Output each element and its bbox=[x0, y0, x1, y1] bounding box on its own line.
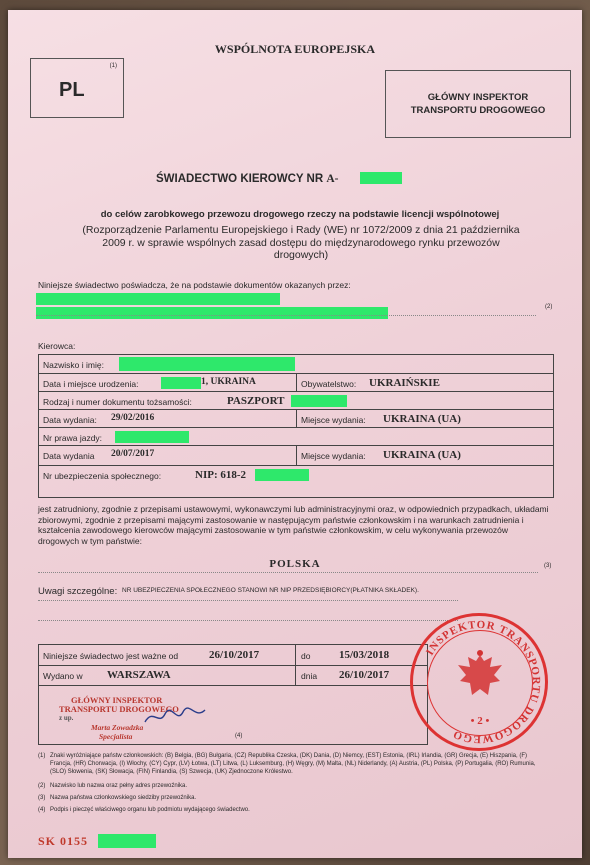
redacted-license-number bbox=[115, 431, 189, 443]
certifies-statement: Niniejsze świadectwo poświadcza, że na podstawie dokumentów okazanych przez: bbox=[38, 280, 351, 290]
table-divider bbox=[296, 373, 297, 391]
footnote-3 bbox=[38, 794, 538, 802]
insurance-label: Nr ubezpieczenia społecznego: bbox=[43, 471, 162, 481]
license-date-label: Data wydania bbox=[43, 451, 95, 461]
stamp-number: • 2 • bbox=[470, 715, 490, 727]
footnote-2 bbox=[38, 782, 538, 790]
driver-section-label: Kierowca: bbox=[38, 341, 76, 351]
redacted-serial-number bbox=[98, 834, 156, 848]
employment-country: POLSKA bbox=[269, 558, 321, 570]
employment-statement: jest zatrudniony, zgodnie z przepisami ustawowymi, wykonawczymi lub administracyjnymi oraz, w odpowiednich przypadkach, układami zbiorowymi, zgodnie z przepisami mającymi zastosowanie w następującym państwie członkowskim i na warunkach zatrudnienia i kształcenia zawodowego kierowców mającymi zastosowanie w tym państwie członkowskim, w celu wykonywania przewozów drogowych w tym państwie: bbox=[38, 504, 549, 546]
footnote-2-text: Nazwisko lub nazwa oraz pełny adres przewoźnika. bbox=[50, 783, 188, 789]
carrier-dotted-line bbox=[36, 315, 536, 316]
license-label: Nr prawa jazdy: bbox=[43, 433, 103, 443]
redacted-carrier-address bbox=[36, 307, 388, 319]
citizenship-label: Obywatelstwo: bbox=[301, 379, 357, 389]
footnote-1-mark: (1) bbox=[38, 753, 46, 759]
issuer-box bbox=[385, 70, 571, 138]
certificate-number-prefix: A- bbox=[326, 173, 339, 185]
issued-in-value: WARSZAWA bbox=[107, 669, 171, 681]
validity-table bbox=[38, 644, 428, 686]
stamp-ring-label: INSPEKTOR TRANSPORTU DROGOWEGO bbox=[423, 618, 543, 746]
driver-row-insurance bbox=[39, 465, 553, 496]
issued-in-label: Wydano w bbox=[43, 671, 83, 681]
footnote-3-text: Nazwa państwa członkowskiego siedziby przewoźnika. bbox=[50, 795, 197, 801]
serial-number: SK 0155 bbox=[38, 834, 89, 848]
certificate-title bbox=[156, 173, 339, 185]
remarks-dotted-line-2 bbox=[38, 620, 458, 621]
issued-date-label: dnia bbox=[301, 671, 318, 681]
insurance-value: NIP: 618-2 bbox=[195, 469, 247, 481]
license-date-value: 20/07/2017 bbox=[111, 449, 155, 459]
table-divider bbox=[296, 409, 297, 427]
id-doc-value: PASZPORT bbox=[227, 395, 285, 407]
validity-divider-col bbox=[295, 645, 296, 685]
name-label: Nazwisko i imię: bbox=[43, 360, 104, 370]
table-divider bbox=[296, 445, 297, 465]
signature-name: Marta Zowadzka bbox=[91, 723, 144, 732]
footnote-4 bbox=[38, 806, 538, 814]
signature-stamp-line-3: z up. bbox=[59, 714, 74, 722]
valid-from-label: Niniejsze świadectwo jest ważne od bbox=[43, 651, 179, 661]
footnote-1-text: Znaki wyróżniające państw członkowskich: (B) Belgia, (BG) Bułgaria, (CZ) Republika Czeska, (DK) Dania, (D) Niemcy, (EST) Estonia, (IRL) Irlandia, (GR) Grecja, (E) Hiszpania, (F) Francja, (HR) Chorwacja, (I) Włochy, (CY) Cypr, (LV) Łotwa, (LT) Litwa, (L) Luksemburg, (H) Węgry, (M) Malta, (NL) Niderlandy, (A) Austria, (PL) Polska, (P) Portugalia, (RO) Rumunia, (SLO) Słowenia, (SK) Słowacja, (FIN) Finlandia, (S) Szwecja, (UK) Zjednoczone Królestwo. bbox=[50, 753, 536, 775]
issue-place-label: Miejsce wydania: bbox=[301, 415, 366, 425]
issue-date-label: Data wydania: bbox=[43, 415, 97, 425]
driver-table bbox=[38, 354, 554, 498]
note-marker-1: (1) bbox=[109, 63, 117, 69]
birth-label: Data i miejsce urodzenia: bbox=[43, 379, 139, 389]
footnote-1 bbox=[38, 752, 538, 776]
redacted-insurance-number bbox=[255, 469, 309, 481]
official-round-stamp bbox=[410, 613, 548, 751]
country-dotted-line bbox=[38, 572, 538, 573]
stamp-inner-ring bbox=[427, 630, 533, 736]
country-code: PL bbox=[59, 79, 85, 101]
remarks-dotted-line bbox=[38, 600, 458, 601]
note-marker-4: (4) bbox=[235, 733, 243, 739]
remarks-value: NR UBEZPIECZENIA SPOŁECZNEGO STANOWI NR NIP PRZEDSIĘBIORCY(PŁATNIKA SKŁADEK). bbox=[122, 587, 419, 594]
issued-date-value: 26/10/2017 bbox=[339, 669, 390, 681]
footnote-2-mark: (2) bbox=[38, 783, 46, 789]
valid-from-value: 26/10/2017 bbox=[209, 649, 260, 661]
country-code-box bbox=[30, 58, 124, 118]
note-marker-3: (3) bbox=[544, 563, 552, 569]
issue-place-value: UKRAINA (UA) bbox=[383, 413, 461, 425]
redacted-birth-date bbox=[161, 377, 201, 389]
signature-box bbox=[38, 684, 428, 745]
valid-to-label: do bbox=[301, 651, 311, 661]
document-header: WSPÓLNOTA EUROPEJSKA bbox=[214, 42, 376, 56]
eagle-emblem-icon bbox=[452, 649, 508, 709]
id-doc-label: Rodzaj i numer dokumentu tożsamości: bbox=[43, 397, 192, 407]
regulation-reference: (Rozporządzenie Parlamentu Europejskiego i Rady (WE) nr 1072/2009 z dnia 21 października 2009 r. w sprawie wspólnych zasad dostępu do międzynarodowego rynku przewozów drogowych) bbox=[82, 224, 520, 261]
license-place-label: Miejsce wydania: bbox=[301, 451, 366, 461]
validity-divider-row bbox=[39, 665, 427, 666]
redacted-driver-name bbox=[119, 357, 295, 371]
signature-stamp-line-1: GŁÓWNY INSPEKTOR bbox=[71, 695, 163, 705]
remarks-label: Uwagi szczególne: bbox=[38, 586, 118, 597]
driver-row-name bbox=[39, 355, 553, 375]
signature-stamp-line-2: TRANSPORTU DROGOWEGO bbox=[59, 704, 179, 714]
redacted-carrier-name bbox=[36, 293, 280, 305]
note-marker-2: (2) bbox=[545, 304, 553, 310]
license-place-value: UKRAINA (UA) bbox=[383, 449, 461, 461]
footnotes bbox=[38, 752, 538, 814]
footnote-3-mark: (3) bbox=[38, 795, 46, 801]
citizenship-value: UKRAIŃSKIE bbox=[369, 377, 440, 389]
footnote-4-mark: (4) bbox=[38, 807, 46, 813]
certificate-document bbox=[8, 10, 582, 858]
redacted-certificate-number bbox=[360, 172, 402, 184]
issue-date-value: 29/02/2016 bbox=[111, 413, 155, 423]
certificate-subtitle: do celów zarobkowego przewozu drogowego rzeczy na podstawie licencji wspólnotowej bbox=[100, 209, 500, 220]
birth-value: 1, UKRAINA bbox=[201, 377, 256, 387]
issuer-name: GŁÓWNY INSPEKTOR TRANSPORTU DROGOWEGO bbox=[410, 92, 546, 116]
redacted-passport-number bbox=[291, 395, 347, 407]
certificate-title-text: ŚWIADECTWO KIEROWCY NR bbox=[156, 173, 324, 185]
valid-to-value: 15/03/2018 bbox=[339, 649, 390, 661]
signature-role: Specjalista bbox=[99, 732, 133, 741]
handwritten-signature bbox=[143, 706, 207, 728]
footnote-4-text: Podpis i pieczęć właściwego organu lub podmiotu wydającego świadectwo. bbox=[50, 807, 250, 813]
